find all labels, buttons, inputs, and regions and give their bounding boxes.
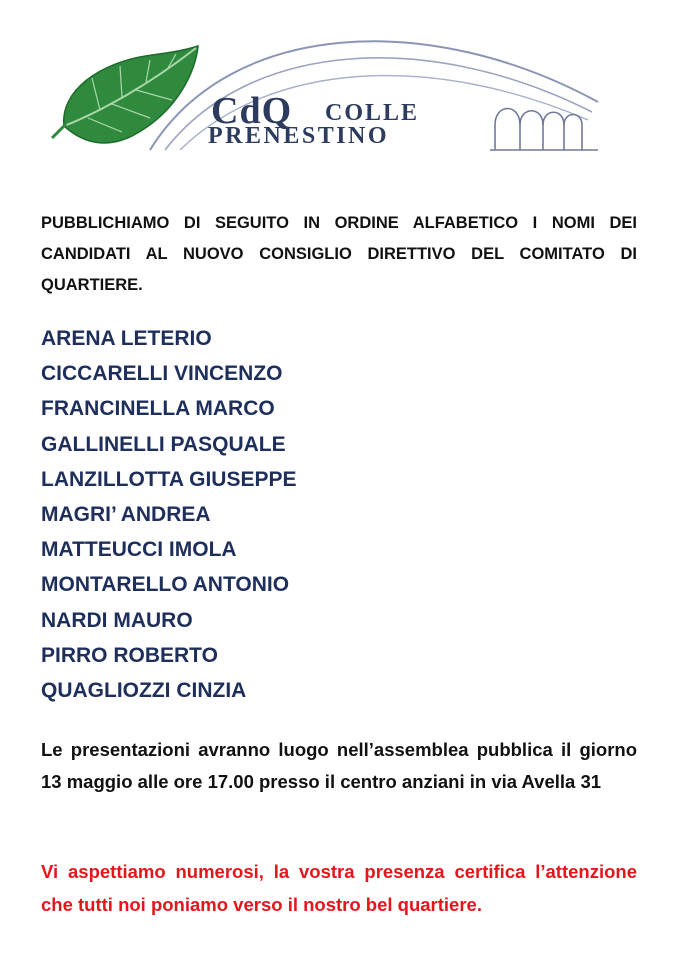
candidate-name: CICCARELLI VINCENZO bbox=[41, 362, 283, 386]
candidate-name: FRANCINELLA MARCO bbox=[41, 397, 275, 421]
candidate-name: ARENA LETERIO bbox=[41, 327, 212, 350]
candidate-name: LANZILLOTTA GIUSEPPE bbox=[41, 467, 297, 491]
candidate-name: NARDI MAURO bbox=[41, 608, 193, 632]
logo-colle-text: COLLE bbox=[325, 100, 420, 126]
leaf-icon bbox=[52, 46, 198, 143]
closing-paragraph: Vi aspettiamo numerosi, la vostra presenza certifica l’attenzione che tutti noi poniamo verso il nostro bel quartiere. bbox=[41, 861, 637, 915]
logo bbox=[0, 0, 679, 175]
meeting-info-paragraph: Le presentazioni avranno luogo nell’assemblea pubblica il giorno 13 maggio alle ore 17.00 presso il centro anziani in via Avella 31 bbox=[41, 739, 637, 792]
candidate-name: MAGRI’ ANDREA bbox=[41, 502, 211, 526]
candidate-name: MATTEUCCI IMOLA bbox=[41, 538, 237, 562]
candidate-name: GALLINELLI PASQUALE bbox=[41, 432, 286, 456]
candidate-list bbox=[41, 321, 637, 708]
candidate-name: MONTARELLO ANTONIO bbox=[41, 573, 290, 597]
candidate-name: QUAGLIOZZI CINZIA bbox=[41, 678, 247, 702]
aqueduct-icon bbox=[490, 109, 598, 151]
logo-prenestino-text: PRENESTINO bbox=[208, 123, 390, 149]
intro-paragraph: PUBBLICHIAMO DI SEGUITO IN ORDINE ALFABETICO I NOMI DEI CANDIDATI AL NUOVO CONSIGLIO DIRETTIVO DEL COMITATO DI QUARTIERE. bbox=[41, 214, 637, 294]
candidate-name: PIRRO ROBERTO bbox=[41, 643, 218, 667]
logo-cdq-text: CdQ bbox=[211, 90, 293, 132]
